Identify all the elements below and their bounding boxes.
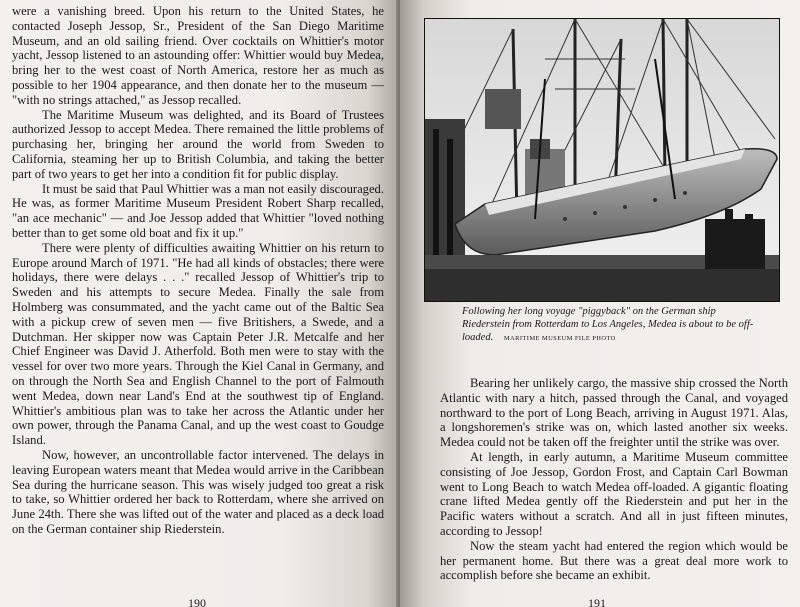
left-paragraph-3: It must be said that Paul Whittier was a man not easily discouraged. He was, as former Maritime Museum President Robert Sharp recalled, "an ace mechanic" — and Joe Jessop added that Whittier "loved nothing better than to get some old boat and fix it up.": [12, 181, 384, 240]
right-paragraph-3: Now the steam yacht had entered the region which would be her permanent home. But there was a great deal more work to accomplish before she became an exhibit.: [440, 538, 788, 583]
left-paragraph-5: Now, however, an uncontrollable factor intervened. The delays in leaving European waters meant that Medea would arrive in the Caribbean Sea during the hurricane season. This was wisely judged too great a risk to take, so Whittier ordered her back to Rotterdam, where she arrived on June 24th. There she was lifted out of the water and placed as a deck load on the German container ship Riederstein.: [12, 447, 384, 536]
ship-photo-drawing: [425, 19, 779, 301]
photo-caption: [462, 305, 762, 345]
right-page: [400, 0, 800, 607]
right-page-body: [440, 376, 788, 583]
right-page-number: 191: [588, 596, 606, 607]
left-page-body: [12, 4, 384, 537]
right-paragraph-1: Bearing her unlikely cargo, the massive ship crossed the North Atlantic with nary a hitch, passed through the Canal, and voyaged northward to the port of Long Beach, arriving in August 1971. Alas, a longshoremen's strike was on, which lasted another six weeks. Medea could not be taken off the freighter until the strike was over.: [440, 376, 788, 450]
caption-text: Following her long voyage "piggyback" on the German ship Riederstein from Rotterdam to Los Angeles, Medea is about to be off-loaded.: [462, 306, 754, 343]
left-paragraph-1: were a vanishing breed. Upon his return to the United States, he contacted Joseph Jessop, Sr., President of the San Diego Maritime Museum, and an old sailing friend. Over cocktails on Whittier's motor yacht, Jessop listened to an astounding offer: Whittier would buy Medea, bring her to the west coast of North America, restore her as much as possible to her 1904 appearance, and then donate her to the museum — "with no strings attached," as Jessop recalled.: [12, 4, 384, 107]
left-paragraph-4: There were plenty of difficulties awaiting Whittier on his return to Europe around March of 1971. "He had all kinds of obstacles; there were holidays, there were delays . . ." recalled Jessop of Whittier's trip to Sweden and his attempts to secure Medea. Finally the sale from Holmberg was consummated, and the yacht came out of the Baltic Sea with a pickup crew of seven men — five Britishers, a Swede, and a Dutchman. Her skipper now was Captain Peter J.R. Metcalfe and her Chief Engineer was David J. Atherfold. Both men were to stay with the vessel for over two more years. Through the Kiel Canal in Germany, and on through the North Sea and English Channel to the port of Falmouth went Medea, down near Land's End at the southwest tip of England. Whittier's ambitious plan was to take her across the Atlantic under her own power, through the Panama Canal, and up the west coast to Goudge Island.: [12, 240, 384, 448]
left-paragraph-2: The Maritime Museum was delighted, and its Board of Trustees authorized Jessop to accept Medea. There remained the little problems of purchasing her, bringing her around the world from Sweden to California, steaming her up to British Columbia, and taking the better part of two years to get her into a condition fit for public display.: [12, 107, 384, 181]
ship-photo: [424, 18, 780, 302]
photo-credit: MARITIME MUSEUM FILE PHOTO: [503, 335, 616, 342]
right-paragraph-2: At length, in early autumn, a Maritime Museum committee consisting of Joe Jessop, Gordon Frost, and Captain Carl Bowman went to Long Beach to watch Medea off-loaded. A gigantic floating crane lifted Medea gently off the Riederstein and put her in the Pacific waters without a scratch. And all in just fifteen minutes, according to Jessop!: [440, 449, 788, 538]
left-page-number: 190: [188, 596, 206, 607]
